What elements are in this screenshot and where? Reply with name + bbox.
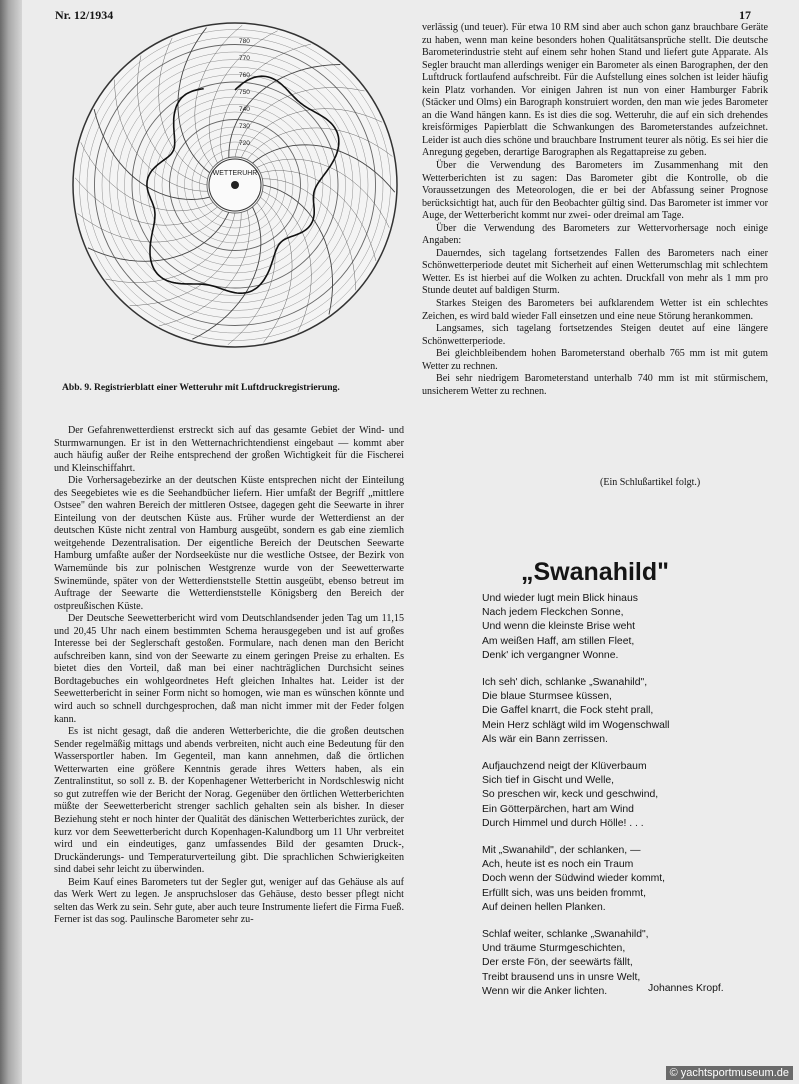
dial-scale-label: 760	[239, 72, 250, 79]
left-column-paragraph: Der Gefahrenwetterdienst erstreckt sich auf das gesamte Gebiet der Wind- und Sturmwarnungen. Er ist in den Wetternachrichtendienst eingebaut — kommt aber auch häufig außer der Reihe entsprechend der großen Wichtigkeit für die Fischerei und Kleinschiffahrt.	[54, 425, 404, 474]
right-column-paragraph: Über die Verwendung des Barometers im Zusammenhang mit den Wetterberichten ist zu sagen: Das Barometer gibt die Kontrolle, ob die Voraussetzungen des Meteorologen, die er bei der Abfassung seiner Prognose berücksichtigt hat, auch für den Beobachter gültig sind. Das Barometer ist immer vor Auge, der Wetterbericht kommt nur zwei- oder dreimal am Tage.	[422, 160, 768, 222]
dial-scale-label: 730	[239, 123, 250, 130]
right-article-column	[422, 22, 768, 398]
right-column-paragraph: verlässig (und teuer). Für etwa 10 RM sind aber auch schon ganz brauchbare Geräte zu haben, wenn man keine besonders hohen Qualitätsansprüche stellt. Die deutsche Barometerindustrie steht auf einem sehr hohen Stand und liefert gute Apparate. Als Segler braucht man allerdings weniger ein Barometer als einen Barographen, der den Luftdruck fortlaufend aufschreibt. Für die Aufstellung eines solchen ist leider häufig kein Platz vorhanden. Vor einigen Jahren ist nun von einer Hamburger Fabrik (Stäcker und Olms) ein Barograph konstruiert worden, den man wie jedes Barometer an die Wand hängen kann. Es ist dies die sog. Wetteruhr, die auf ein sich drehendes kreisförmiges Papierblatt die Schwankungen des Barometerstandes aufzeichnet. Leider ist auch dies schöne und brauchbare Instrument teurer als nötig. Es sei hier die Anregung gegeben, derartige Barographen als Regattapreise zu geben.	[422, 22, 768, 159]
dial-center-pin	[231, 181, 239, 189]
poem-line: Ein Götterpärchen, hart am Wind	[482, 803, 634, 815]
poem-author: Johannes Kropf.	[648, 983, 724, 994]
left-column-paragraph: Es ist nicht gesagt, daß die anderen Wetterberichte, die die großen deutschen Sender regelmäßig mittags und abends verbreiten, nicht auch eine Bedeutung für den Wassersportler haben. Im Gegenteil, man kann annehmen, daß die örtlichen Wetterwarten eine größere Kenntnis gerade ihres Wetters haben, als ein Zentralinstitut, so soll z. B. der Kopenhagener Wetterbericht in Nordschleswig nicht so gut zutreffen wie der Bericht der Norag. Gegenüber den örtlichen Wetterberichten müßte der Seewetterbericht strenger sachlich gehalten sein als bisher. In dieser Beziehung steht er noch hinter der Qualität des dänischen Wetterberichtes zurück, der kurz vor dem Seewetterbericht durch Kopenhagen-Kalundborg um 11 Uhr verbreitet wird und ein eindeutiges, ganz umfassendes Bild der gesamten Druck-, Druckänderungs- und Temperaturverteilung gibt. Die sprachlichen Schwierigkeiten sind dabei sehr leicht zu überwinden.	[54, 726, 404, 876]
left-column-paragraph: Die Vorhersagebezirke an der deutschen Küste entsprechen nicht der Einteilung des Seegebietes wie es die Seehandbücher liefern. Hier umfaßt der Begriff „mittlere Ostsee" den wahren Bereich der mittleren Ostsee, dagegen geht die Seewarte in ihrer Einteilung von der deutschen Küste aus. Früher wurde der Wetterdienst an der deutschen Küste nicht zentral von Hamburg ausgeübt, sondern es gab eine ziemlich weitgehende Dezentralisation. Der eigentliche Bereich der Deutschen Seewarte Hamburg umfaßte außer der Nordseeküste nur die westliche Ostsee, der Bezirk von Warnemünde bis zur polnischen Westgrenze wurde von der Seewetterwarte Swinemünde, später von der Wetterdienststelle Stettin ausgeübt, ebenso betreut im Auftrage der Seewarte die Wetterdienststelle Königsberg den Bereich der ostpreußischen Küste.	[54, 475, 404, 612]
right-column-paragraph: Bei sehr niedrigem Barometerstand unterhalb 740 mm ist mit stürmischem, unsicherem Wetter zu rechnen.	[422, 373, 768, 397]
poem-title: „Swanahild"	[521, 558, 669, 586]
left-article-column	[54, 425, 404, 927]
poem-stanza	[482, 844, 772, 915]
poem-line: So preschen wir, keck und geschwind,	[482, 789, 659, 801]
right-column-paragraph: Dauerndes, sich tagelang fortsetzendes Fallen des Barometers nach einer Schönwetterperiode deutet mit Sicherheit auf einen Wetterumschlag mit schlechtem Wetter. Es ist hierbei auf die Wolken zu achten. Druckfall von mehr als 1 mm pro Stunde deutet auf baldigen Sturm.	[422, 247, 768, 297]
poem-body	[482, 592, 772, 1012]
poem-line: Ach, heute ist es noch ein Traum	[482, 859, 634, 871]
right-column-paragraph: Über die Verwendung des Barometers zur Wettervorhersage noch einige Angaben:	[422, 222, 768, 247]
dial-scale-label: 720	[239, 140, 250, 147]
poem-line: Erfüllt sich, was uns beiden frommt,	[482, 887, 647, 899]
figure-caption: Abb. 9. Registrierblatt einer Wetteruhr mit Luftdruckregistrierung.	[62, 382, 340, 393]
dial-scale-label: 770	[239, 55, 250, 62]
barograph-dial	[73, 23, 397, 347]
page-number: 17	[739, 8, 751, 22]
poem-line: Mit „Swanahild", der schlanken, —	[482, 845, 641, 857]
poem-line: Ich seh' dich, schlanke „Swanahild",	[482, 677, 648, 689]
poem-line: Am weißen Haff, am stillen Fleet,	[482, 635, 635, 647]
poem-line: Und wieder lugt mein Blick hinaus	[482, 593, 638, 604]
book-spine-shadow	[0, 0, 22, 1084]
poem-line: Als wär ein Bann zerrissen.	[482, 733, 608, 745]
poem-stanza	[482, 676, 772, 747]
poem-line: Aufjauchzend neigt der Klüverbaum	[482, 761, 647, 773]
poem-stanza	[482, 760, 772, 831]
watermark-credit: © yachtsportmuseum.de	[666, 1066, 793, 1080]
issue-number: Nr. 12/1934	[55, 8, 114, 22]
left-column-paragraph: Beim Kauf eines Barometers tut der Segler gut, weniger auf das Gehäuse als auf das Werk Wert zu legen. Je anspruchsloser das Gehäuse, desto besser pflegt nicht selten das Werk zu sein. Sehr gute, aber auch teure Instrumente liefert die Firma Fueß. Ferner ist das sog. Paulinsche Barometer sehr zu-	[54, 876, 404, 926]
left-column-paragraph: Der Deutsche Seewetterbericht wird vom Deutschlandsender jeden Tag um 11,15 und 20,45 Uhr nach einem bestimmten Schema herausgegeben und ist auf großes Interesse bei der Seglerschaft gestoßen. Formulare, nach denen man den Bericht aufschreiben kann, sind von der Seewarte zu einem geringen Preise zu erhalten. Es bietet dies den Vorteil, daß man bei einer nachträglichen Durchsicht seines Bordtagebuches ein wohlgeordnetes Heft gleichen Inhaltes hat. Leider ist der Seewetterbericht in seiner Form nicht so homogen, wie man es wünschen könnte und wird auch so schnell durchgesprochen, daß man nicht immer mit der Feder folgen kann.	[54, 613, 404, 725]
dial-center-label: WETTERUHR	[212, 170, 258, 177]
poem-line: Die Gaffel knarrt, die Fock steht prall,	[482, 705, 654, 717]
poem-line: Und träume Sturmgeschichten,	[482, 943, 626, 955]
poem-line: Doch wenn der Südwind wieder kommt,	[482, 873, 666, 885]
right-column-paragraph: Starkes Steigen des Barometers bei aufklarendem Wetter ist ein schlechtes Zeichen, es wird bald wieder Fall einsetzen und eine neue Störung herankommen.	[422, 298, 768, 322]
dial-scale-label: 780	[239, 38, 250, 45]
poem-stanza	[482, 592, 772, 663]
continuation-note: (Ein Schlußartikel folgt.)	[600, 477, 701, 488]
poem-line: Wenn wir die Anker lichten.	[482, 985, 608, 997]
poem-line: Auf deinen hellen Planken.	[482, 901, 606, 913]
poem-line: Und wenn die kleinste Brise weht	[482, 621, 636, 633]
right-column-paragraph: Langsames, sich tagelang fortsetzendes Steigen deutet auf eine längere Schönwetterperiode.	[422, 323, 768, 347]
poem-line: Sich tief in Gischt und Welle,	[482, 775, 615, 787]
poem-line: Die blaue Sturmsee küssen,	[482, 691, 612, 703]
poem-line: Der erste Fön, der seewärts fällt,	[482, 957, 633, 969]
poem-line: Schlaf weiter, schlanke „Swanahild",	[482, 929, 649, 941]
poem-line: Denk' ich vergangner Wonne.	[482, 649, 619, 661]
poem-line: Mein Herz schlägt wild im Wogenschwall	[482, 719, 670, 731]
poem-line: Treibt brausend uns in unsre Welt,	[482, 971, 641, 983]
barograph-chart-figure	[70, 20, 400, 350]
poem-stanza	[482, 928, 772, 999]
poem-line: Durch Himmel und durch Hölle! . . .	[482, 817, 644, 829]
dial-scale-label: 750	[239, 89, 250, 96]
dial-scale-label: 740	[239, 106, 250, 113]
right-column-paragraph: Bei gleichbleibendem hohen Barometerstand oberhalb 765 mm ist mit gutem Wetter zu rechnen.	[422, 348, 768, 372]
poem-line: Nach jedem Fleckchen Sonne,	[482, 607, 624, 619]
